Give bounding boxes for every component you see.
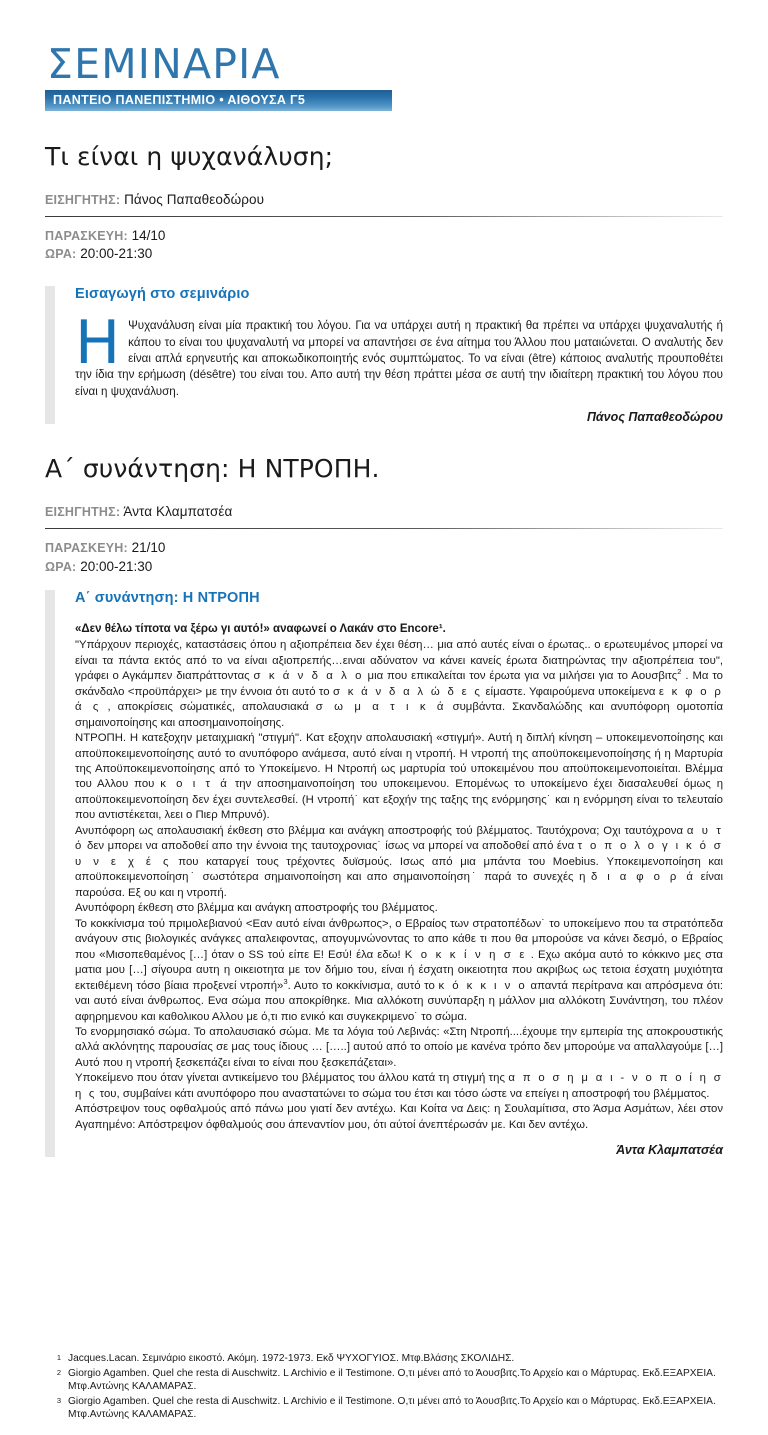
emphasis-spaced: κ ό κ κ ι ν ο: [438, 979, 527, 992]
divider-rule-2: [45, 528, 723, 529]
seminar-2-day-row: [45, 539, 723, 558]
emphasis-spaced: τ ο π ο λ ο γ ι κ ό σ υ ν ε χ έ ς: [75, 840, 723, 868]
text-run: μια που επικαλείται τον έρωτα για να μιλήσει για το Αουσβιτς: [363, 670, 678, 683]
masthead-venue-text: ΠΑΝΤΕΙΟ ΠΑΝΕΠΙΣΤΗΜΙΟ • ΑΙΘΟΥΣΑ Γ5: [53, 93, 306, 108]
article-paragraph: [75, 901, 723, 916]
seminar-2-block-heading: Α΄ συνάντηση: Η ΝΤΡΟΠΗ: [75, 589, 260, 606]
emphasis-spaced: ε κ φ ο ρ ά ς: [75, 685, 723, 714]
masthead: [45, 0, 723, 111]
seminar-1-content-block: [45, 286, 723, 424]
footnote-marker: 3: [56, 1395, 61, 1405]
text-run: είμαστε. Υφαιρούμενα υποκείμενα: [482, 685, 659, 698]
time-value: 20:00-21:30: [80, 246, 153, 262]
seminar-2-lead: [75, 622, 723, 638]
text-run: συμβάντα. Σκανδαλώδης και ανυπόφορη ομοτοπία σημαινοποίησης και αποσημαινοποίησης.: [75, 701, 723, 729]
seminar-2-speaker: [45, 504, 723, 519]
divider-rule-1: [45, 216, 723, 217]
footnote-text: Jacques.Lacan. Σεμινάριο εικοστό. Ακόμη. 1972-1973. Εκδ ΨΥΧΟΓΥΙΟΣ. Μτφ.Βλάσης ΣΚΟΛΙΔΗΣ.: [68, 1353, 515, 1365]
text-run: του, συμβαίνει κάτι ανυπόφορο που αναστατώνει το σώμα του έτσι και τόσο ώστε να επείγει η αποστροφή του βλέμματος.: [96, 1087, 710, 1100]
text-run: την αποσημαινοποίηση του υποκειμενου. Επομένως το υποκείμενο έχει διασαλευθεί όμως η αποϋποκειμενοποίηση δεν έχει συντελεσθεί. (Η ντροπή˙ κατ εξοχήν της ταξης της ενόρμησης˙ και η ενόρμηση είναι το τελευταίο που αντιστέκεται, λεει ο Πιερ Μπρυνό).: [75, 778, 724, 822]
text-run: Ανυπόφορη ως απολαυσιακή έκθεση στο βλέμμα και ανάγκη αποστροφής τού βλέμματος. Ταυτόχρονα; Οχι ταυτόχρονα: [75, 824, 687, 837]
article-paragraph: [75, 917, 723, 1025]
text-run: Απόστρεψον τους οφθαλμούς από πάνω μου γιατί δεν αντέχω. Και Κοίτα να Δεις: η Σουλαμίτισα, στο Άσμα Ασμάτων, λέει στον Αγαπημένο: Απόστρεψον όφθαλμούς σου άπεναντίον μου, ότι αύτοί άνεπτέρωσάν με. Και δεν αντέχω.: [75, 1103, 723, 1131]
text-run: ΝΤΡΟΠΗ. Η κατεξοχην μεταιχμιακή "στιγμή". Κατ εξοχην απολαυσιακή «στιγμή». Αυτή η διπλή κίνηση – υποκειμενοποίησης και αποϋποκειμενοποίησης αυτό το ανυπόφορο ανάμεσα, αυτό είναι η ντροπή. Η ντροπή της αποϋποκειμενοποίησης ή η Μαρτυρία της Αποϋποκειμενοποίησης από το Υποκείμενο. Η Ντροπή ως μαρτυρία τού υποκειμένου που αποϋποκειμενοποιείται. Βλέμμα του Αλλου που: [75, 732, 723, 791]
footnote-text: Giorgio Agamben. Quel che resta di Auschwitz. L Archivio e il Testimone. Ο,τι μένει από το Άουσβιτς.Το Αρχείο και ο Μάρτυρας. Εκδ.ΕΞΑΡΧΕΙΑ. Μτφ.Αντώνης ΚΑΛΑΜΑΡΑΣ.: [68, 1367, 716, 1393]
speaker-name: Άντα Κλαμπατσέα: [123, 504, 233, 520]
time-label: ΩΡΑ:: [45, 559, 77, 574]
text-run: Το κοκκίνισμα τού πριμολεβιανού <Εαν αυτό είναι άνθρωπος>, ο Εβραίος των στρατοπέδων˙ το υποκείμενο που τα στρατόπεδα ανάγουν στις βιολογικές ανάγκες απαλειφοντας, απογυμνώνοντας το απο κάθε τι που θα μπορούσε να κάνει δεσμό, ο Εβραίος που «Μισοπεθαμένος […] όταν ο SS τού είπε Ε! Εσύ! έλα εδω!: [75, 917, 723, 961]
footnote-marker: 1: [56, 1353, 61, 1363]
text-run: , αποκρίσεις σώματικές, απολαυσιακά: [100, 701, 316, 714]
seminar-1-body-text: Ψυχανάλυση είναι μία πρακτική του λόγου. Για να υπάρχει αυτή η πρακτική θα πρέπει να υπάρχει ψυχαναλυτής ή κάπου το είναι του ψυχαναλυτή να μπορεί να απαντήσει σε ένα αίτημα του Άλλου που ματαιώνεται. Ο αναλυτής δεν είναι απλά ερηνευτής και αποκωδικοποιητής ενός συμπτώματος. Το να είναι (être) κάποιος αναλυτής προυποθέτει την ίδια την ερήμωση (désêtre) του είναι του. Απο αυτή την θέση πράττει μέσα σε αυτή την ιδιαίτερη πρακτική του λόγου που είναι η ψυχανάλυση.: [75, 319, 723, 398]
text-run: απαντά περίτρανα και απρόσμενα ότι: ναι αυτό είναι άνθρωπος. Ενα σώμα που αποκρίθηκε. Μια αλλόκοτη συνύπαρξη η μάλλον μια αλλόκοτη Συνάντηση, του πλέον αφηρημενου και καθολικου Αλλου με ό,τι πιο ενικό και συγκεκριμενο˙ το σώμα.: [75, 979, 723, 1023]
seminar-1-speaker: [45, 192, 723, 207]
seminar-2-title: Α΄ συνάντηση: Η ΝΤΡΟΠΗ.: [45, 454, 380, 484]
seminar-2-time-row: [45, 558, 723, 577]
accent-bar-1: [45, 286, 55, 424]
article-paragraph: [75, 824, 723, 901]
seminar-2-datetime: [45, 539, 723, 576]
text-run: Το ενορμησιακό σώμα. Το απολαυσιακό σώμα. Με τα λόγια τού Λεβινάς: «Στη Ντροπή....έχουμε την εμπειρία της αποκρουστικής αλλά ακλόνητης παρουσίας σε μας τους ίδιους … […..] αυτού από το οποίο με κανένα τρόπο δεν μπορούμε να απαλλαγούμε […] Αυτό που η ντροπή ξεσκεπάζει είναι το είναι που ξεσκεπάζεται».: [75, 1025, 723, 1069]
day-value: 21/10: [131, 540, 166, 556]
seminar-1-block-heading: Εισαγωγή στο σεμινάριο: [75, 286, 250, 303]
speaker-label: ΕΙΣΗΓΗΤΗΣ:: [45, 505, 121, 520]
time-value: 20:00-21:30: [80, 558, 153, 574]
footnote-marker: 2: [56, 1367, 61, 1377]
seminar-section-2: [45, 424, 723, 1157]
seminar-1-signature: Πάνος Παπαθεοδώρου: [586, 410, 723, 425]
seminar-1-time-row: [45, 245, 723, 264]
dropcap-letter: Η: [75, 308, 121, 379]
text-run: . Εχω ακόμα αυτό το κόκκινο μες στα ματια μου […] σίγουρα αυτη η οικειοτητα με τον δήμιο του, είναι ή έσχατη οικειοτητα που ακριβως ως τετοια έσχατη μυχιότητα εκτειθέμενη τόσο βίαια προξενεί ντροπή»: [75, 948, 723, 992]
emphasis-spaced: α υ τ ό: [75, 824, 723, 853]
text-run: . Αυτο το κοκκίνισμα, αυτό το: [287, 979, 439, 992]
footnote-item: [45, 1367, 723, 1394]
speaker-name: Πάνος Παπαθεοδώρου: [124, 191, 265, 207]
footnote-item: [45, 1352, 723, 1366]
article-paragraph: [75, 1025, 723, 1071]
footnote-reference: 2: [677, 667, 682, 677]
day-label: ΠΑΡΑΣΚΕΥΗ:: [45, 228, 128, 243]
seminar-2-content-block: [45, 590, 723, 1158]
seminar-1-datetime: [45, 227, 723, 264]
emphasis-spaced: α π ο σ η μ α ι - ν ο π ο ί η σ η ς: [75, 1072, 723, 1100]
text-run: . Μα το σκάνδαλο <προϋπάρχει> με την έννοια ότι αυτό το: [75, 670, 723, 698]
seminar-1-day-row: [45, 227, 723, 246]
accent-bar-2: [45, 590, 55, 1158]
emphasis-spaced: σ κ ά ν δ α λ ώ δ ε ς: [332, 685, 483, 698]
seminar-1-body: [75, 308, 723, 400]
emphasis-spaced: σ ω μ α τ ι κ ά: [315, 701, 446, 714]
text-run: είναι παρούσα. Εξ ου και η ντροπή.: [75, 871, 723, 899]
masthead-title: ΣΕΜΙΝΑΡΙΑ: [47, 40, 281, 88]
article-paragraph: [75, 638, 723, 731]
footnote-item: [45, 1395, 723, 1422]
text-run: που καταργεί τους τρέχοντες δυϊσμούς. Ισως από μια μπάντα του Moebius. Υποκειμενοποίηση και αποϋποκειμενοποίηση˙ σωστότερα σημαινοποίηση και απο σημαινοποίηση˙ παρά το συνεχές η: [75, 855, 723, 884]
article-paragraph: [75, 1071, 723, 1102]
emphasis-spaced: κ ο ι τ ά: [160, 778, 229, 791]
masthead-venue-band: [45, 90, 392, 111]
lead-sentence: «Δεν θέλω τίποτα να ξέρω γι αυτό!» αναφωνεί ο Λακάν στο Encore¹.: [75, 622, 446, 635]
day-label: ΠΑΡΑΣΚΕΥΗ:: [45, 541, 128, 556]
seminar-section-1: [45, 111, 723, 425]
footnote-reference: 3: [283, 976, 288, 986]
footnotes: [45, 1352, 723, 1423]
footnote-text: Giorgio Agamben. Quel che resta di Auschwitz. L Archivio e il Testimone. Ο,τι μένει από το Άουσβιτς.Το Αρχείο και ο Μάρτυρας. Εκδ.ΕΞΑΡΧΕΙΑ. Μτφ.Αντώνης ΚΑΛΑΜΑΡΑΣ.: [68, 1395, 716, 1421]
seminar-1-title: Τι είναι η ψυχανάλυση;: [45, 141, 334, 171]
emphasis-spaced: δ ι α φ ο ρ ά: [590, 871, 696, 884]
text-run: "Υπάρχουν περιοχές, καταστάσεις όπου η αξιοπρέπεια δεν έχει θέση… μια από αυτές είναι ο έρωτας.. ο ερωτευμένος μπορεί να είναι τα πάντα εκτός από το να είναι αξιοπρεπής…ειναι αδύνατον να κάνει κανείς έρωτα διατηρώντας την αξιοπρέπεια του", γράφει ο Αγκάμπεν διαπράττοντας: [75, 639, 723, 683]
text-run: δεν μπορει να αποδοθεί απο την έννοια της ταυτοχρονιας˙ ίσως να μπορεί να αποδοθεί από ένα: [83, 840, 578, 853]
text-run: Ανυπόφορη έκθεση στο βλέμμα και ανάγκη αποστροφής του βλέμματος.: [75, 902, 438, 915]
emphasis-spaced: Κ ο κ κ ί ν η σ ε: [404, 948, 527, 961]
seminar-2-signature: Άντα Κλαμπατσέα: [616, 1143, 723, 1158]
seminar-2-paragraphs: [75, 638, 723, 1133]
day-value: 14/10: [131, 227, 166, 243]
article-paragraph: [75, 1102, 723, 1133]
text-run: Υποκείμενο που όταν γίνεται αντικείμενο του βλέμματος του άλλου κατά τη στιγμή της: [75, 1072, 509, 1085]
time-label: ΩΡΑ:: [45, 247, 77, 262]
emphasis-spaced: σ κ ά ν δ α λ ο: [253, 670, 364, 683]
speaker-label: ΕΙΣΗΓΗΤΗΣ:: [45, 192, 121, 207]
article-paragraph: [75, 731, 723, 824]
